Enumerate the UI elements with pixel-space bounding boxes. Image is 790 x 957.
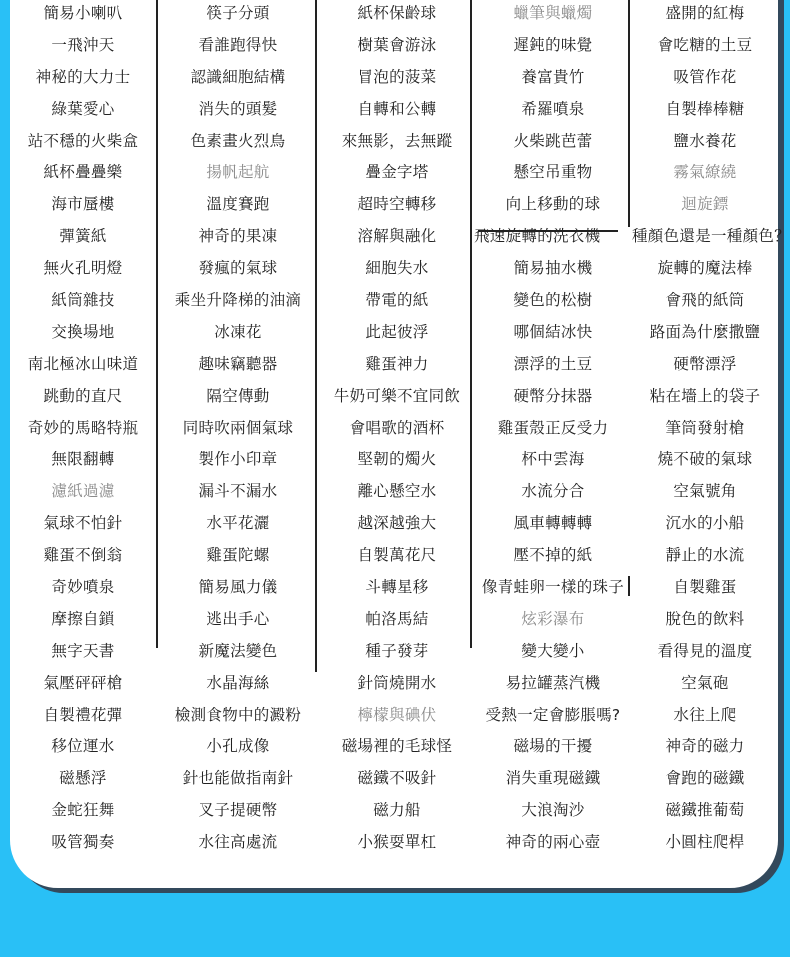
experiment-item: 簡易抽水機 xyxy=(513,259,593,278)
experiment-item: 飛速旋轉的洗衣機 xyxy=(474,227,601,246)
experiment-item: 雞蛋神力 xyxy=(365,354,429,373)
experiment-item: 種顏色還是一種顏色？ xyxy=(632,227,790,246)
experiment-item: 趣味竊聽器 xyxy=(198,354,278,373)
experiment-item: 看得見的溫度 xyxy=(657,641,753,660)
experiment-item: 站不穩的火柴盒 xyxy=(27,131,139,150)
experiment-item: 空氣砲 xyxy=(681,673,729,692)
experiment-item: 超時空轉移 xyxy=(357,195,437,214)
experiment-item: 自製棒棒糖 xyxy=(665,99,745,118)
experiment-item: 風車轉轉轉 xyxy=(513,514,593,533)
experiment-item: 像青蛙卵一樣的珠子 xyxy=(481,577,625,596)
experiment-item: 綠葉愛心 xyxy=(51,99,115,118)
experiment-item: 變大變小 xyxy=(521,641,585,660)
experiment-item: 雞蛋不倒翁 xyxy=(43,546,123,565)
experiment-item: 奇妙噴泉 xyxy=(51,577,115,596)
experiment-item: 乘坐升降梯的油滴 xyxy=(174,290,302,309)
experiment-item: 路面為什麼撒鹽 xyxy=(649,322,761,341)
experiment-item: 看誰跑得快 xyxy=(198,35,278,54)
experiment-item: 消失重現磁鐵 xyxy=(505,769,601,788)
experiment-item: 養富貴竹 xyxy=(521,67,585,86)
experiment-item: 同時吹兩個氣球 xyxy=(182,418,294,437)
experiment-item: 吸管獨奏 xyxy=(51,833,115,852)
experiment-item: 越深越強大 xyxy=(357,514,437,533)
experiment-item: 濾紙過濾 xyxy=(51,482,115,501)
experiment-item: 帶電的紙 xyxy=(365,290,429,309)
experiment-item: 冒泡的菠菜 xyxy=(357,67,437,86)
experiment-item: 會飛的紙筒 xyxy=(665,290,745,309)
experiment-item: 磁懸浮 xyxy=(59,769,107,788)
experiment-item: 向上移動的球 xyxy=(505,195,601,214)
experiment-item: 磁鐵不吸針 xyxy=(357,769,437,788)
experiment-item: 海市蜃樓 xyxy=(51,195,115,214)
experiment-grid xyxy=(10,0,790,857)
experiment-item: 消失的頭髮 xyxy=(198,99,278,118)
experiment-item: 雞蛋陀螺 xyxy=(206,546,270,565)
experiment-item: 哪個結冰快 xyxy=(513,322,593,341)
experiment-item: 會吃糖的土豆 xyxy=(657,35,753,54)
experiment-item: 漏斗不漏水 xyxy=(198,482,278,501)
experiment-item: 製作小印章 xyxy=(198,450,278,469)
experiment-item: 細胞失水 xyxy=(365,259,429,278)
experiment-item: 自製禮花彈 xyxy=(43,705,123,724)
experiment-item: 移位運水 xyxy=(51,737,115,756)
experiment-item: 小圓柱爬桿 xyxy=(665,833,745,852)
experiment-item: 紙筒雜技 xyxy=(51,290,115,309)
experiment-item: 摩擦自鎖 xyxy=(51,609,115,628)
experiment-item: 盛開的紅梅 xyxy=(665,3,745,22)
experiment-item: 無限翻轉 xyxy=(51,450,115,469)
experiment-item: 霧氣繚繞 xyxy=(673,163,737,182)
experiment-item: 新魔法變色 xyxy=(198,641,278,660)
experiment-item: 希羅噴泉 xyxy=(521,99,585,118)
experiment-item: 紙杯保齡球 xyxy=(357,3,437,22)
experiment-item: 自製萬花尺 xyxy=(357,546,437,565)
experiment-item: 簡易小喇叭 xyxy=(43,3,123,22)
experiment-item: 針筒燒開水 xyxy=(357,673,437,692)
experiment-item: 金蛇狂舞 xyxy=(51,801,115,820)
experiment-item: 紙杯疊疊樂 xyxy=(43,163,123,182)
experiment-item: 神奇的果凍 xyxy=(198,227,278,246)
experiment-item: 牛奶可樂不宜同飲 xyxy=(333,386,461,405)
experiment-item: 溶解與融化 xyxy=(357,227,437,246)
experiment-item: 水往高處流 xyxy=(198,833,278,852)
experiment-item: 火柴跳芭蕾 xyxy=(513,131,593,150)
experiment-item: 神秘的大力士 xyxy=(35,67,131,86)
experiment-item: 冰凍花 xyxy=(214,322,262,341)
experiment-item: 蠟筆與蠟燭 xyxy=(513,3,593,22)
experiment-item: 硬幣分抹器 xyxy=(513,386,593,405)
experiment-item: 針也能做指南針 xyxy=(182,769,294,788)
experiment-item: 色素畫火烈鳥 xyxy=(190,131,286,150)
experiment-item: 水平花灑 xyxy=(206,514,270,533)
experiment-item: 杯中雲海 xyxy=(521,450,585,469)
experiment-item: 氣壓砰砰槍 xyxy=(43,673,123,692)
experiment-item: 離心懸空水 xyxy=(357,482,437,501)
experiment-item: 叉子提硬幣 xyxy=(198,801,278,820)
experiment-item: 磁場的干擾 xyxy=(513,737,593,756)
experiment-item: 脫色的飲料 xyxy=(665,609,745,628)
experiment-item: 種子發芽 xyxy=(365,641,429,660)
experiment-item: 靜止的水流 xyxy=(665,546,745,565)
experiment-item: 燒不破的氣球 xyxy=(657,450,753,469)
experiment-item: 漂浮的土豆 xyxy=(513,354,593,373)
experiment-item: 迴旋鏢 xyxy=(681,195,729,214)
experiment-item: 空氣號角 xyxy=(673,482,737,501)
experiment-item: 易拉罐蒸汽機 xyxy=(505,673,601,692)
experiment-item: 水晶海絲 xyxy=(206,673,270,692)
experiment-item: 神奇的磁力 xyxy=(665,737,745,756)
experiment-item: 揚帆起航 xyxy=(206,163,270,182)
experiment-item: 疊金字塔 xyxy=(365,163,429,182)
experiment-item: 樹葉會游泳 xyxy=(357,35,437,54)
experiment-item: 吸管作花 xyxy=(673,67,737,86)
experiment-item: 雞蛋殼正反受力 xyxy=(497,418,609,437)
experiment-item: 小孔成像 xyxy=(206,737,270,756)
experiment-item: 磁鐵推葡萄 xyxy=(665,801,745,820)
experiment-item: 會跑的磁鐵 xyxy=(665,769,745,788)
experiment-item: 檢測食物中的澱粉 xyxy=(174,705,302,724)
experiment-item: 南北極冰山味道 xyxy=(27,354,139,373)
experiment-item: 大浪淘沙 xyxy=(521,801,585,820)
experiment-item: 粘在墻上的袋子 xyxy=(649,386,761,405)
experiment-item: 鹽水養花 xyxy=(673,131,737,150)
experiment-item: 受熱一定會膨脹嗎? xyxy=(485,705,621,724)
experiment-item: 無火孔明燈 xyxy=(43,259,123,278)
experiment-item: 溫度賽跑 xyxy=(206,195,270,214)
experiment-item: 遲鈍的味覺 xyxy=(513,35,593,54)
experiment-item: 跳動的直尺 xyxy=(43,386,123,405)
experiment-item: 磁場裡的毛球怪 xyxy=(341,737,453,756)
experiment-item: 一飛沖天 xyxy=(51,35,115,54)
experiment-item: 硬幣漂浮 xyxy=(673,354,737,373)
experiment-item: 帕洛馬結 xyxy=(365,609,429,628)
experiment-item: 認識細胞結構 xyxy=(190,67,286,86)
experiment-item: 此起彼浮 xyxy=(365,322,429,341)
experiment-item: 神奇的兩心壺 xyxy=(505,833,601,852)
experiment-item: 斗轉星移 xyxy=(365,577,429,596)
experiment-item: 彈簧紙 xyxy=(59,227,107,246)
experiment-item: 水流分合 xyxy=(521,482,585,501)
experiment-item: 來無影，去無蹤 xyxy=(341,131,453,150)
experiment-item: 炫彩瀑布 xyxy=(521,609,585,628)
experiment-item: 會唱歌的酒杯 xyxy=(349,418,445,437)
experiment-item: 隔空傳動 xyxy=(206,386,270,405)
experiment-item: 旋轉的魔法棒 xyxy=(657,259,753,278)
experiment-item: 逃出手心 xyxy=(206,609,270,628)
experiment-item: 沉水的小船 xyxy=(665,514,745,533)
experiment-item: 堅韌的燭火 xyxy=(357,450,437,469)
experiment-item: 壓不掉的紙 xyxy=(513,546,593,565)
experiment-item: 懸空吊重物 xyxy=(513,163,593,182)
experiment-item: 交換場地 xyxy=(51,322,115,341)
experiment-item: 檸檬與碘伏 xyxy=(357,705,437,724)
experiment-item: 自轉和公轉 xyxy=(357,99,437,118)
experiment-item: 筆筒發射槍 xyxy=(665,418,745,437)
experiment-item: 變色的松樹 xyxy=(513,290,593,309)
experiment-item: 磁力船 xyxy=(373,801,421,820)
experiment-item: 自製雞蛋 xyxy=(673,577,737,596)
experiment-item: 奇妙的馬略特瓶 xyxy=(27,418,139,437)
experiment-item: 發瘋的氣球 xyxy=(198,259,278,278)
experiment-item: 筷子分頭 xyxy=(206,3,270,22)
experiment-item: 氣球不怕針 xyxy=(43,514,123,533)
experiment-item: 簡易風力儀 xyxy=(198,577,278,596)
experiment-item: 無字天書 xyxy=(51,641,115,660)
experiment-item: 小猴耍單杠 xyxy=(357,833,437,852)
experiment-item: 水往上爬 xyxy=(673,705,737,724)
